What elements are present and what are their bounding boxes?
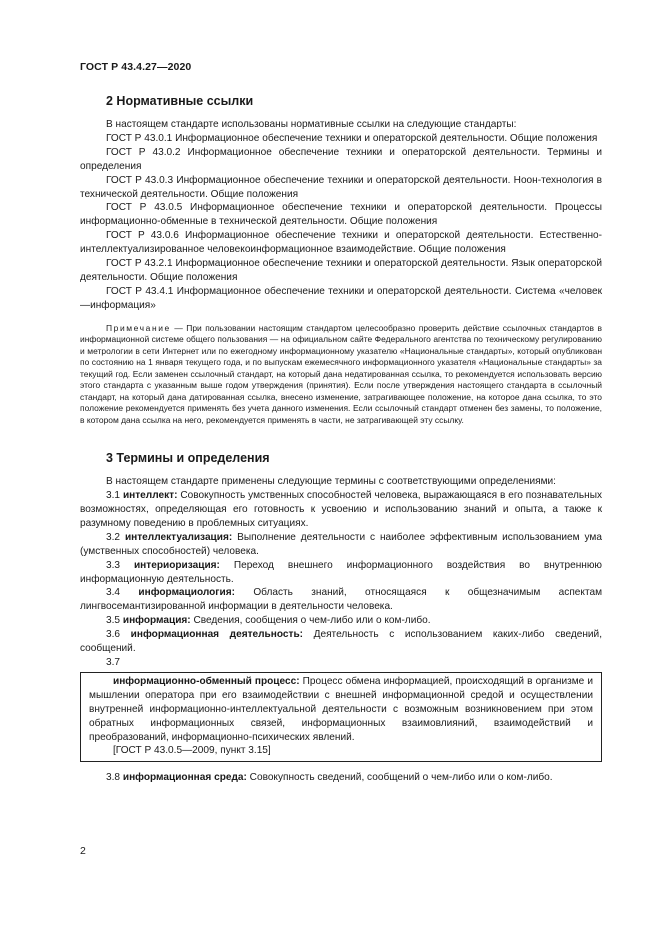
term-name: информационно-обменный процесс: <box>113 675 300 687</box>
term-name: интериоризация: <box>133 559 220 571</box>
term-definition: Сведения, сообщения о чем-либо или о ком-либо. <box>193 615 431 627</box>
term-number: 3.5 <box>106 615 121 627</box>
ref-item: ГОСТ Р 43.0.1 Информационное обеспечение техники и операторской деятельности. Общие положения <box>106 132 598 144</box>
term-source: [ГОСТ Р 43.0.5—2009, пункт 3.15] <box>113 745 271 757</box>
term-item <box>80 614 602 628</box>
section-3-title: 3 Термины и определения <box>106 451 270 466</box>
term-item <box>80 489 602 531</box>
term-number: 3.6 <box>106 629 121 641</box>
term-item <box>89 675 593 745</box>
page-content <box>80 94 602 785</box>
term-number: 3.2 <box>106 531 121 543</box>
term-name: интеллектуализация: <box>124 531 233 543</box>
ref-item: ГОСТ Р 43.0.6 Информационное обеспечение техники и операторской деятельности. Естественно-интеллектуализированное человекоинформационное взаимодействие. Общие положения <box>80 230 602 256</box>
ref-item: ГОСТ Р 43.4.1 Информационное обеспечение техники и операторской деятельности. Система «человек—информация» <box>80 285 602 311</box>
term-item <box>80 531 602 559</box>
term-3-7-number: 3.7 <box>106 656 121 668</box>
ref-item: ГОСТ Р 43.2.1 Информационное обеспечение техники и операторской деятельности. Язык операторской деятельности. Общие положения <box>80 258 602 283</box>
term-item <box>80 559 602 587</box>
term-item <box>80 586 602 614</box>
term-item <box>80 628 602 656</box>
term-name: информационная среда: <box>122 772 247 784</box>
note-text: — При пользовании настоящим стандартом целесообразно проверить действие ссылочных стандартов в информационной системе общего пользования — на официальном сайте Федерального агентства по техническому регулированию и метрологии в сети Интернет или по ежегодному информационному указателю «Национальные стандарты», который опубликован по состоянию на 1 января текущего года, и по выпускам ежемесячного информационного указателя «Национальные стандарты» за текущий год. Если заменен ссылочный стандарт, на который дана недатированная ссылка, то рекомендуется использовать версию этого стандарта с указанным выше годом утверждения (принятия). Если после утверждения настоящего стандарта в ссылочный стандарт, на который дана датированная ссылка, внесено изменение, затрагивающее положение, на которое дана ссылка, то это положение рекомендуется применять без учета данного изменения. Если ссылочный стандарт отменен без замены, то положение, в котором дана ссылка на него, рекомендуется применять в части, не затрагивающей эту ссылку. <box>80 322 602 425</box>
term-item <box>80 771 602 785</box>
term-name: информация: <box>122 615 191 627</box>
ref-item: ГОСТ Р 43.0.3 Информационное обеспечение техники и операторской деятельности. Ноон-технология в технической деятельности. Общие положения <box>80 174 602 200</box>
term-definition: Совокупность сведений, сообщений о чем-либо или о ком-либо. <box>249 772 553 784</box>
ref-item: ГОСТ Р 43.0.5 Информационное обеспечение техники и операторской деятельности. Процессы информационно-обменные в технической деятельности. Общие положения <box>80 202 602 228</box>
note-label: Примечание <box>106 322 171 333</box>
term-definition: Процесс обмена информацией, происходящий в организме и мышлении оператора при его взаимодействии с внешней информационной средой и осуществлении внутренней информационно-интеллектуальной деятельности с возможным возникновением при этом обратных информационных связей, информационных взаимовлияний, взаимодействий и преобразований, информационно-психических явлений. <box>89 675 593 743</box>
term-name: информационная деятельность: <box>130 629 304 641</box>
document-header: ГОСТ Р 43.4.27—2020 <box>80 61 192 73</box>
term-definition: Область знаний, относящаяся к общезначимым аспектам лингвосемантизированной информации в деятельности человека. <box>80 587 603 613</box>
term-definition: Выполнение деятельности с наиболее эффективным использованием ума (умственных способностей) человека. <box>80 531 602 557</box>
section-2-intro: В настоящем стандарте использованы нормативные ссылки на следующие стандарты: <box>106 119 517 130</box>
term-number: 3.8 <box>106 772 121 784</box>
page-number: 2 <box>80 845 86 857</box>
term-number: 3.3 <box>106 559 121 571</box>
term-number: 3.1 <box>106 490 121 502</box>
term-definition: Переход внешнего информационного воздействия во внутреннюю информационную деятельность. <box>80 559 602 585</box>
term-definition: Совокупность умственных способностей человека, выражающаяся в его познавательных возможностях, определяющая его готовность к усвоению и использованию знаний и опыта, а также к разумному поведению в проблемных ситуациях. <box>80 490 603 529</box>
term-definition: Деятельность с использованием каких-либо сведений, сообщений. <box>80 629 603 655</box>
quoted-term-box <box>80 672 602 762</box>
term-name: информациология: <box>138 587 235 599</box>
section-2-note <box>80 323 602 427</box>
ref-item: ГОСТ Р 43.0.2 Информационное обеспечение техники и операторской деятельности. Термины и определения <box>80 146 602 172</box>
section-3-intro: В настоящем стандарте применены следующие термины с соответствующими определениями: <box>106 476 556 488</box>
term-name: интеллект: <box>122 490 178 502</box>
section-2-title: 2 Нормативные ссылки <box>106 94 254 108</box>
term-number: 3.4 <box>106 587 121 599</box>
